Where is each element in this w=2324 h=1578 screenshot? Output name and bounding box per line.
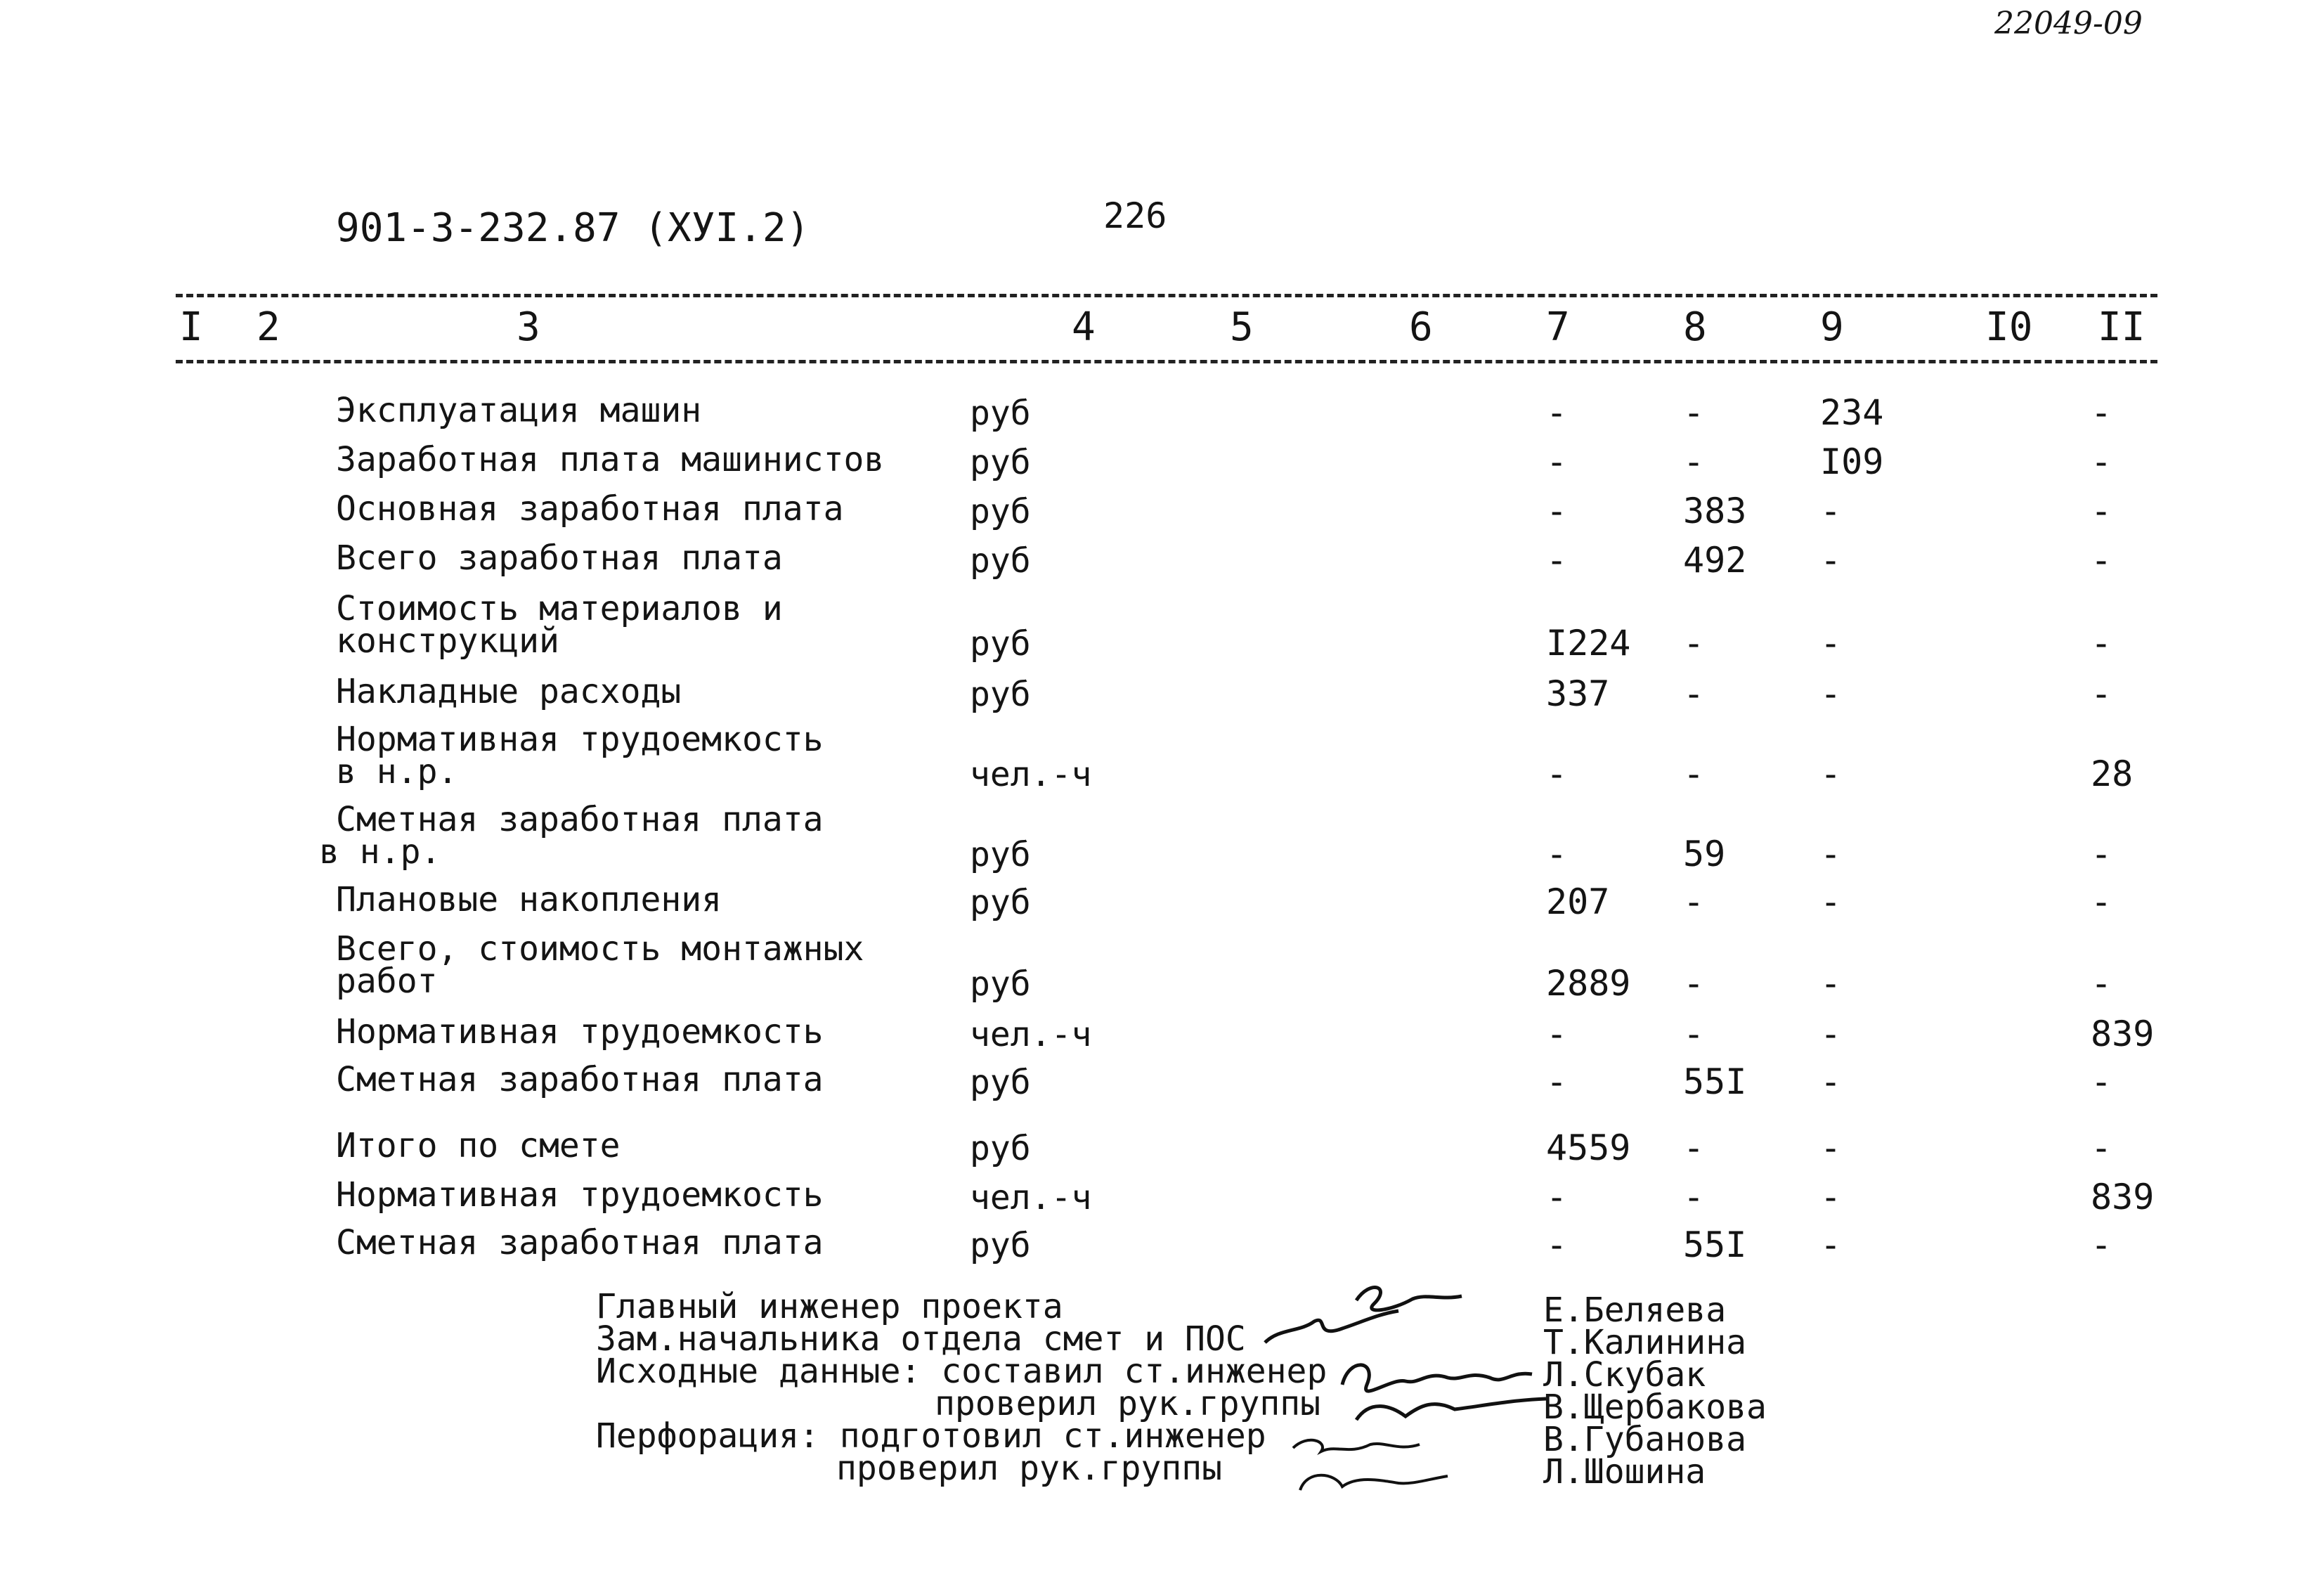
row-unit: чел.-ч (970, 1015, 1092, 1054)
column-number-4: 4 (1072, 304, 1096, 350)
row-col11: - (2091, 1061, 2112, 1102)
row-label: Всего, стоимость монтажных (336, 929, 864, 969)
row-col11: 28 (2091, 754, 2134, 794)
row-label-continued: работ (336, 962, 438, 1001)
signature-name-perforation-checked: Л.Шошина (1543, 1452, 1706, 1492)
row-unit: руб (970, 394, 1031, 433)
column-number-8: 8 (1683, 304, 1707, 350)
row-col7: - (1546, 441, 1568, 482)
row-col9: - (1820, 540, 1842, 581)
row-unit: руб (970, 835, 1031, 874)
row-col9: - (1820, 491, 1842, 531)
row-label: Всего заработная плата (336, 538, 783, 578)
row-col9: - (1820, 1177, 1842, 1217)
column-number-9: 9 (1820, 304, 1844, 350)
row-col9: - (1820, 1014, 1842, 1054)
signature-name-chief-engineer: Е.Беляева (1543, 1291, 1727, 1330)
row-col8: - (1683, 963, 1705, 1004)
row-col11: - (2091, 623, 2112, 664)
row-col7: - (1546, 491, 1568, 531)
signature-role-perforation-prepared: Перфорация: подготовил ст.инженер (596, 1416, 1266, 1456)
row-col9: - (1820, 834, 1842, 874)
row-col7: 4559 (1546, 1127, 1631, 1168)
row-col9: 234 (1820, 392, 1884, 433)
column-number-10: I0 (1985, 304, 2033, 350)
handwritten-signature-2 (1328, 1350, 1560, 1427)
row-unit: руб (970, 964, 1031, 1004)
row-label: Накладные расходы (336, 672, 682, 711)
row-col7: - (1546, 1224, 1568, 1265)
row-label: Эксплуатация машин (336, 391, 702, 430)
document-number: 22049-09 (1994, 6, 2143, 41)
row-label: Нормативная трудоемкость (336, 720, 824, 759)
row-col8: 59 (1683, 834, 1726, 874)
row-col11: - (2091, 540, 2112, 581)
row-col9: - (1820, 673, 1842, 714)
project-code: 901-3-232.87 (ХУI.2) (336, 205, 810, 251)
handwritten-signature-3 (1279, 1420, 1462, 1504)
row-col9: - (1820, 623, 1842, 664)
row-col8: 492 (1683, 540, 1747, 581)
row-label: Сметная заработная плата (336, 800, 824, 839)
row-col11: - (2091, 491, 2112, 531)
row-col11: - (2091, 1224, 2112, 1265)
row-col9: - (1820, 1061, 1842, 1102)
signature-name-checked-by: В.Щербакова (1543, 1388, 1767, 1427)
row-col7: - (1546, 754, 1568, 794)
row-col9: - (1820, 1224, 1842, 1265)
row-col8: - (1683, 623, 1705, 664)
row-col8: 55I (1683, 1061, 1747, 1102)
row-col7: 2889 (1546, 963, 1631, 1004)
signature-role-chief-engineer: Главный инженер проекта (596, 1287, 1063, 1326)
handwritten-signature-1 (1251, 1272, 1483, 1357)
column-number-5: 5 (1230, 304, 1254, 350)
row-unit: чел.-ч (970, 755, 1092, 794)
column-number-11: II (2098, 304, 2146, 350)
row-label: Основная заработная плата (336, 489, 844, 529)
row-col7: - (1546, 392, 1568, 433)
column-number-3: 3 (517, 304, 540, 350)
row-label-continued: в н.р. (336, 752, 458, 791)
row-col11: 839 (2091, 1177, 2155, 1217)
row-unit: руб (970, 624, 1031, 664)
row-col9: - (1820, 1127, 1842, 1168)
row-col11: - (2091, 441, 2112, 482)
signature-role-checked-by: проверил рук.группы (935, 1384, 1321, 1423)
row-col8: - (1683, 1014, 1705, 1054)
row-unit: руб (970, 1063, 1031, 1102)
row-col8: - (1683, 1127, 1705, 1168)
row-col7: - (1546, 1177, 1568, 1217)
row-label: Нормативная трудоемкость (336, 1175, 824, 1215)
signature-name-compiled-by: Л.Скубак (1543, 1355, 1706, 1395)
signature-role-deputy-head: Зам.начальника отдела смет и ПОС (596, 1319, 1246, 1359)
row-label: Сметная заработная плата (336, 1060, 824, 1099)
page-number: 226 (1103, 195, 1167, 236)
row-label: Плановые накопления (336, 880, 722, 919)
row-col7: - (1546, 1061, 1568, 1102)
signature-name-deputy-head: Т.Калинина (1543, 1323, 1746, 1362)
row-col7: 337 (1546, 673, 1610, 714)
row-col8: - (1683, 881, 1705, 922)
row-unit: руб (970, 1226, 1031, 1265)
signature-role-perforation-checked: проверил рук.группы (836, 1449, 1223, 1488)
row-col11: - (2091, 834, 2112, 874)
row-unit: руб (970, 675, 1031, 714)
row-label: Итого по смете (336, 1126, 621, 1165)
row-col8: - (1683, 673, 1705, 714)
row-col8: 383 (1683, 491, 1747, 531)
row-label-continued: конструкций (336, 621, 559, 661)
row-unit: руб (970, 541, 1031, 581)
row-col11: - (2091, 881, 2112, 922)
header-top-rule (176, 294, 2157, 297)
row-unit: руб (970, 492, 1031, 531)
row-col8: - (1683, 754, 1705, 794)
row-col7: - (1546, 834, 1568, 874)
row-col8: - (1683, 1177, 1705, 1217)
row-col7: 207 (1546, 881, 1610, 922)
row-col9: - (1820, 881, 1842, 922)
column-number-2: 2 (257, 304, 280, 350)
signature-role-compiled-by: Исходные данные: составил ст.инженер (596, 1352, 1327, 1391)
row-col11: - (2091, 673, 2112, 714)
row-unit: руб (970, 1129, 1031, 1168)
row-col7: - (1546, 540, 1568, 581)
row-col9: I09 (1820, 441, 1884, 482)
row-col8: 55I (1683, 1224, 1747, 1265)
header-bottom-rule (176, 360, 2157, 363)
row-unit: руб (970, 883, 1031, 922)
column-number-1: I (179, 304, 203, 350)
signature-name-perforation-prepared: В.Губанова (1543, 1420, 1746, 1459)
row-unit: руб (970, 443, 1031, 482)
column-number-7: 7 (1546, 304, 1570, 350)
row-col11: - (2091, 1127, 2112, 1168)
row-col9: - (1820, 963, 1842, 1004)
row-label: Стоимость материалов и (336, 589, 783, 628)
row-col9: - (1820, 754, 1842, 794)
row-col7: I224 (1546, 623, 1631, 664)
row-label: Нормативная трудоемкость (336, 1012, 824, 1052)
column-number-6: 6 (1409, 304, 1433, 350)
row-label: Заработная плата машинистов (336, 440, 885, 479)
row-col11: - (2091, 392, 2112, 433)
row-col11: - (2091, 963, 2112, 1004)
row-label: Сметная заработная плата (336, 1223, 824, 1262)
row-col8: - (1683, 441, 1705, 482)
row-col8: - (1683, 392, 1705, 433)
row-col11: 839 (2091, 1014, 2155, 1054)
row-col7: - (1546, 1014, 1568, 1054)
row-unit: чел.-ч (970, 1178, 1092, 1217)
row-label-continued: в н.р. (319, 832, 441, 872)
